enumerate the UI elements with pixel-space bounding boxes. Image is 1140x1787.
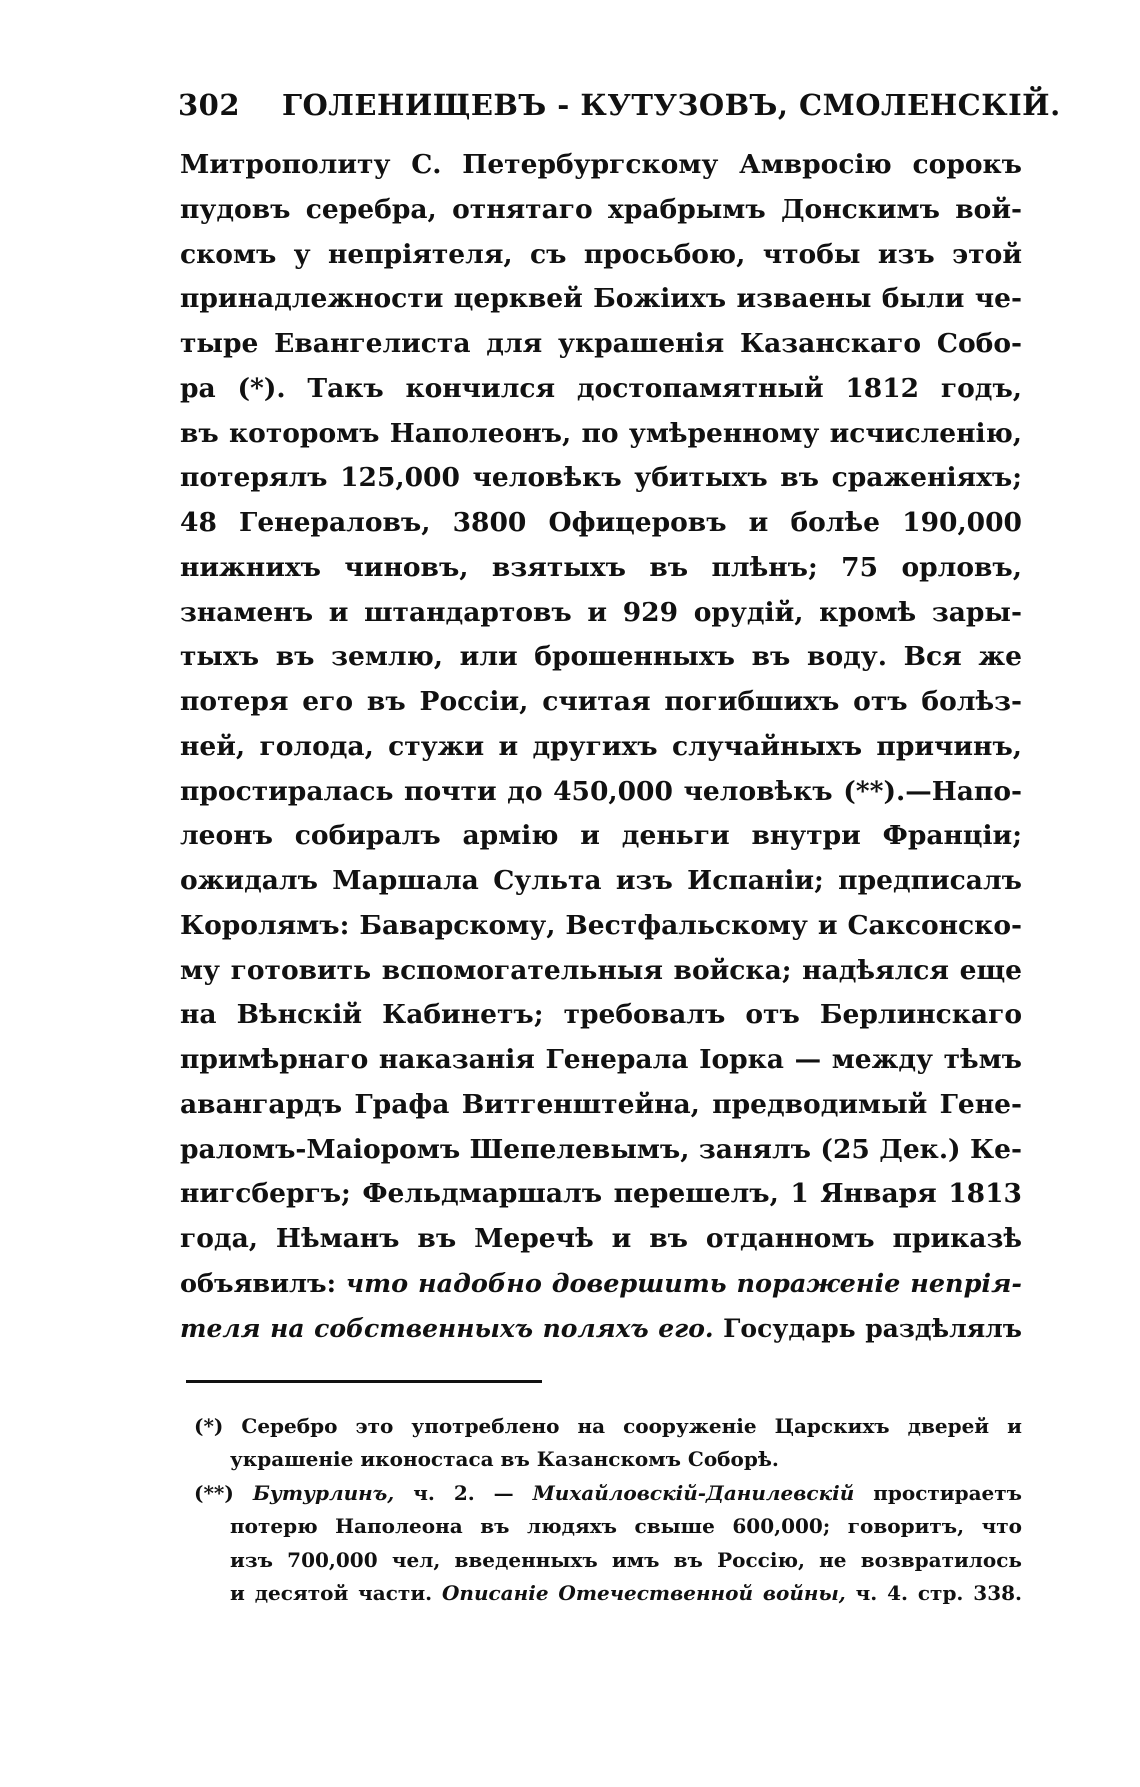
citation-author: Бутурлинъ,: [252, 1480, 395, 1505]
page-number: 302: [178, 88, 241, 122]
text-span: и десятой части.: [230, 1580, 433, 1605]
page-header: [178, 88, 1061, 128]
text-line-mixed: [180, 1307, 1022, 1352]
text-line: нигсбергъ; Фельдмаршалъ перешелъ, 1 Января 1813: [180, 1178, 1022, 1210]
italic-quote: что надобно довершить пораженіе непрія-: [345, 1268, 1022, 1299]
text-line: ожидалъ Маршала Сульта изъ Испаніи; предписалъ: [180, 865, 1022, 896]
citation-title: Описаніе Отечественной войны,: [442, 1580, 846, 1605]
text-line: ра (*). Такъ кончился достопамятный 1812 годъ,: [180, 372, 1022, 404]
text-line: пудовъ серебра, отнятаго храбрымъ Донскимъ вой-: [180, 193, 1022, 225]
text-span: ч. 4. стр. 338.: [855, 1580, 1022, 1605]
italic-quote: теля на собственныхъ поляхъ его.: [180, 1313, 714, 1343]
text-line: тыре Евангелиста для украшенія Казанскаго Собо-: [180, 328, 1022, 359]
footnote-line-mixed: [194, 1477, 1022, 1510]
text-span: ч. 2. —: [413, 1480, 514, 1505]
text-line: раломъ-Маіоромъ Шепелевымъ, занялъ (25 Дек.) Ке-: [180, 1133, 1022, 1165]
text-line: простиралась почти до 450,000 человѣкъ (**).—Напо-: [180, 775, 1022, 807]
running-title: ГОЛЕНИЩЕВЪ - КУТУЗОВЪ, СМОЛЕНСКІЙ.: [282, 88, 1061, 122]
citation-author: Михайловскій-Данилевскій: [532, 1480, 855, 1505]
text-line: потерялъ 125,000 человѣкъ убитыхъ въ сраженіяхъ;: [180, 462, 1022, 494]
text-span: Государь раздѣлялъ: [723, 1313, 1022, 1343]
text-line: принадлежности церквей Божіихъ изваены были че-: [180, 283, 1022, 315]
text-line: года, Нѣманъ въ Меречѣ и въ отданномъ приказѣ: [180, 1223, 1022, 1254]
footnote-line-mixed: [230, 1577, 1022, 1610]
text-line: ней, голода, стужи и другихъ случайныхъ причинъ,: [180, 730, 1022, 762]
footnotes: [194, 1410, 1022, 1610]
text-line: потеря его въ Россіи, считая погибшихъ отъ болѣз-: [180, 686, 1022, 717]
text-span: объявилъ:: [180, 1268, 337, 1299]
text-line: 48 Генераловъ, 3800 Офицеровъ и болѣе 190,000: [180, 507, 1022, 538]
text-line: нижнихъ чиновъ, взятыхъ въ плѣнъ; 75 орловъ,: [180, 551, 1022, 583]
footnote-line: (*) Серебро это употреблено на сооруженіе Царскихъ дверей и: [194, 1414, 1022, 1438]
footnote-line: потерю Наполеона въ людяхъ свыше 600,000; говоритъ, что: [230, 1514, 1022, 1539]
text-line: знаменъ и штандартовъ и 929 орудій, кромѣ зары-: [180, 596, 1022, 628]
text-line: Королямъ: Баварскому, Вестфальскому и Саксонско-: [180, 909, 1022, 941]
text-line: леонъ собиралъ армію и деньги внутри Франціи;: [180, 820, 1022, 852]
footnote-line: украшеніе иконостаса въ Казанскомъ Соборѣ.: [230, 1447, 779, 1472]
text-line: му готовить вспомогательныя войска; надѣялся еще: [180, 954, 1022, 986]
footnote-line: изъ 700,000 чел, введенныхъ имъ въ Россію, не возвратилось: [230, 1547, 1022, 1572]
footnote-mark: (**): [194, 1480, 234, 1505]
text-line: на Вѣнскій Кабинетъ; требовалъ отъ Берлинскаго: [180, 999, 1022, 1031]
footnote-separator: [186, 1380, 542, 1383]
text-line-mixed: [180, 1262, 1022, 1307]
text-line: Митрополиту С. Петербургскому Амвросію сорокъ: [180, 149, 1022, 180]
main-text: [180, 143, 1022, 1351]
text-line: примѣрнаго наказанія Генерала Іорка — между тѣмъ: [180, 1044, 1022, 1075]
text-line: авангардъ Графа Витгенштейна, предводимый Гене-: [180, 1088, 1022, 1120]
text-span: простираетъ: [873, 1480, 1022, 1505]
text-line: скомъ у непріятеля, съ просьбою, чтобы изъ этой: [180, 238, 1022, 270]
text-line: тыхъ въ землю, или брошенныхъ въ воду. Вся же: [180, 641, 1022, 673]
text-line: въ которомъ Наполеонъ, по умѣренному исчисленію,: [180, 417, 1022, 449]
